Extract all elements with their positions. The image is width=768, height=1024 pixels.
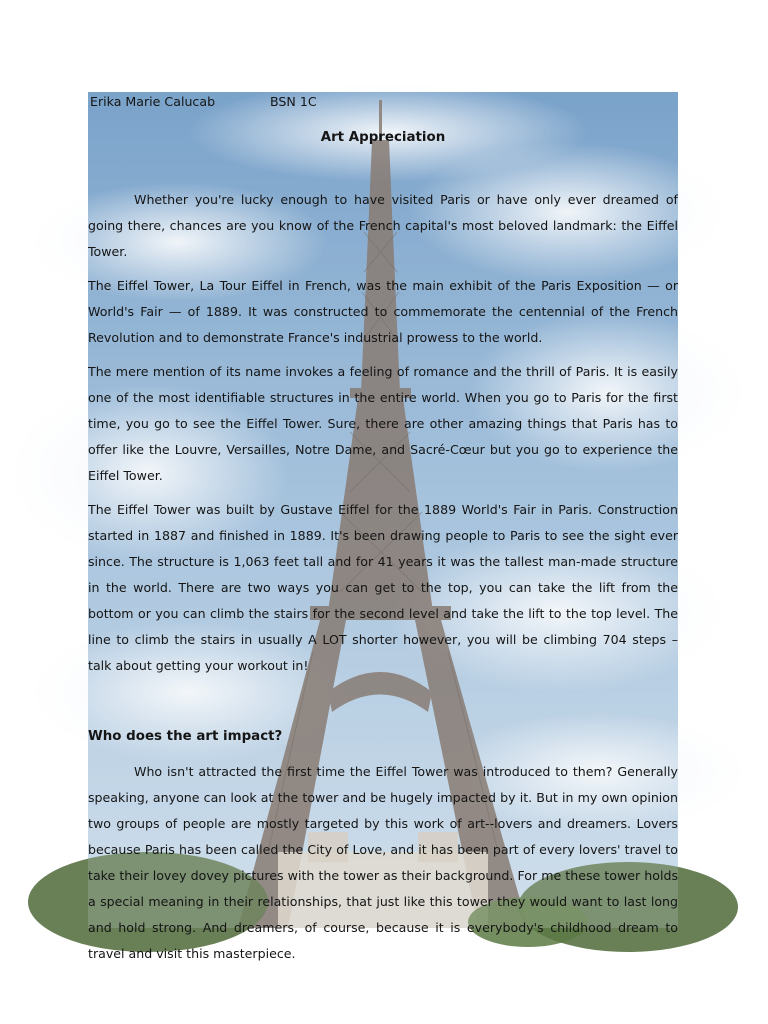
header-line [88, 92, 678, 114]
paragraph-history: The Eiffel Tower, La Tour Eiffel in French, was the main exhibit of the Paris Exposition — or World's Fair — of 1889. It was constructed to commemorate the centennial of the French Revolution and to demonstrate France's industrial prowess to the world. [88, 278, 678, 345]
section-heading: Who does the art impact? [88, 729, 283, 744]
paragraph-construction: The Eiffel Tower was built by Gustave Eiffel for the 1889 World's Fair in Paris. Construction started in 1887 and finished in 1889. It's been drawing people to Paris to see the sight ever since. The structure is 1,063 feet tall and for 41 years it was the tallest man-made structure in the world. There are two ways you can get to the top, you can take the lift from the bottom or you can climb the stairs for the second level and take the lift to the top level. The line to climb the stairs in usually A LOT shorter however, you will be climbing 704 steps – talk about getting your workout in! [88, 502, 678, 673]
author-name: Erika Marie Calucab [90, 94, 216, 109]
document-page [88, 92, 678, 961]
course-section: BSN 1C [270, 94, 317, 109]
paragraph-romance: The mere mention of its name invokes a feeling of romance and the thrill of Paris. It is easily one of the most identifiable structures in the entire world. When you go to Paris for the first time, you go to see the Eiffel Tower. Sure, there are other amazing things that Paris has to offer like the Louvre, Versailles, Notre Dame, and Sacré-Cœur but you go to experience the Eiffel Tower. [88, 364, 678, 483]
document-content [88, 92, 678, 967]
paragraph-impact: Who isn't attracted the first time the Eiffel Tower was introduced to them? Generally speaking, anyone can look at the tower and be hugely impacted by it. But in my own opinion two groups of people are mostly targeted by this work of art--lovers and dreamers. Lovers because Paris has been called the City of Love, and it has been part of every lovers' travel to take their lovey dovey pictures with the tower as their background. For me these tower holds a special meaning in their relationships, that just like this tower they would want to last long and hold strong. And dreamers, of course, because it is everybody's childhood dream to travel and visit this masterpiece. [88, 764, 678, 961]
document-title: Art Appreciation [320, 130, 446, 145]
paragraph-intro: Whether you're lucky enough to have visited Paris or have only ever dreamed of going there, chances are you know of the French capital's most beloved landmark: the Eiffel Tower. [88, 192, 678, 259]
